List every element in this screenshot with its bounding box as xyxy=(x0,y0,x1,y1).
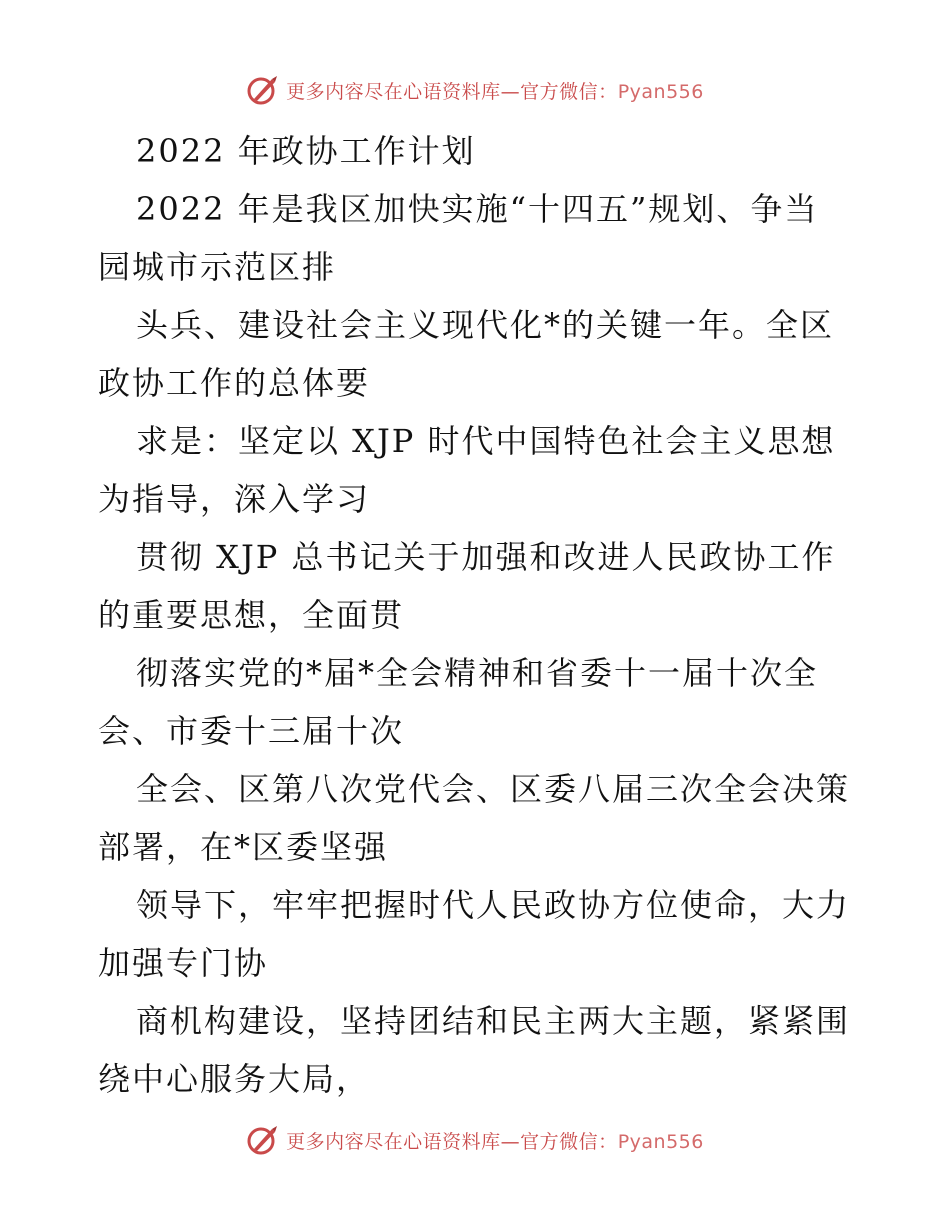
watermark-text: 更多内容尽在心语资料库—官方微信：Pyan556 xyxy=(286,1130,704,1153)
quill-logo-icon xyxy=(246,1123,280,1157)
text-line: 加强专门协 xyxy=(98,944,269,982)
header-watermark-banner xyxy=(0,70,950,110)
text-line: 园城市示范区排 xyxy=(98,248,337,286)
quill-logo-icon xyxy=(246,73,280,107)
document-title: 2022 年政协工作计划 xyxy=(136,132,476,170)
text-line: 头兵、建设社会主义现代化*的关键一年。全区 xyxy=(136,306,835,344)
text-line: 政协工作的总体要 xyxy=(98,364,371,402)
text-line: 全会、区第八次党代会、区委八届三次全会决策 xyxy=(136,770,851,808)
text-line: 贯彻 XJP 总书记关于加强和改进人民政协工作 xyxy=(136,538,836,576)
watermark-text: 更多内容尽在心语资料库—官方微信：Pyan556 xyxy=(286,80,704,103)
text-line: 的重要思想，全面贯 xyxy=(98,596,405,634)
text-line: 为指导，深入学习 xyxy=(98,480,371,518)
text-line: 求是：坚定以 XJP 时代中国特色社会主义思想 xyxy=(136,422,836,460)
text-line: 绕中心服务大局， xyxy=(98,1060,371,1098)
text-line: 2022 年是我区加快实施“十四五”规划、争当 xyxy=(136,190,819,228)
text-line: 领导下，牢牢把握时代人民政协方位使命，大力 xyxy=(136,886,851,924)
text-line: 商机构建设，坚持团结和民主两大主题，紧紧围 xyxy=(136,1002,851,1040)
footer-watermark-banner xyxy=(0,1120,950,1160)
text-line: 会、市委十三届十次 xyxy=(98,712,405,750)
text-line: 彻落实党的*届*全会精神和省委十一届十次全 xyxy=(136,654,819,692)
document-body xyxy=(98,122,858,1108)
text-line: 部署，在*区委坚强 xyxy=(98,828,389,866)
